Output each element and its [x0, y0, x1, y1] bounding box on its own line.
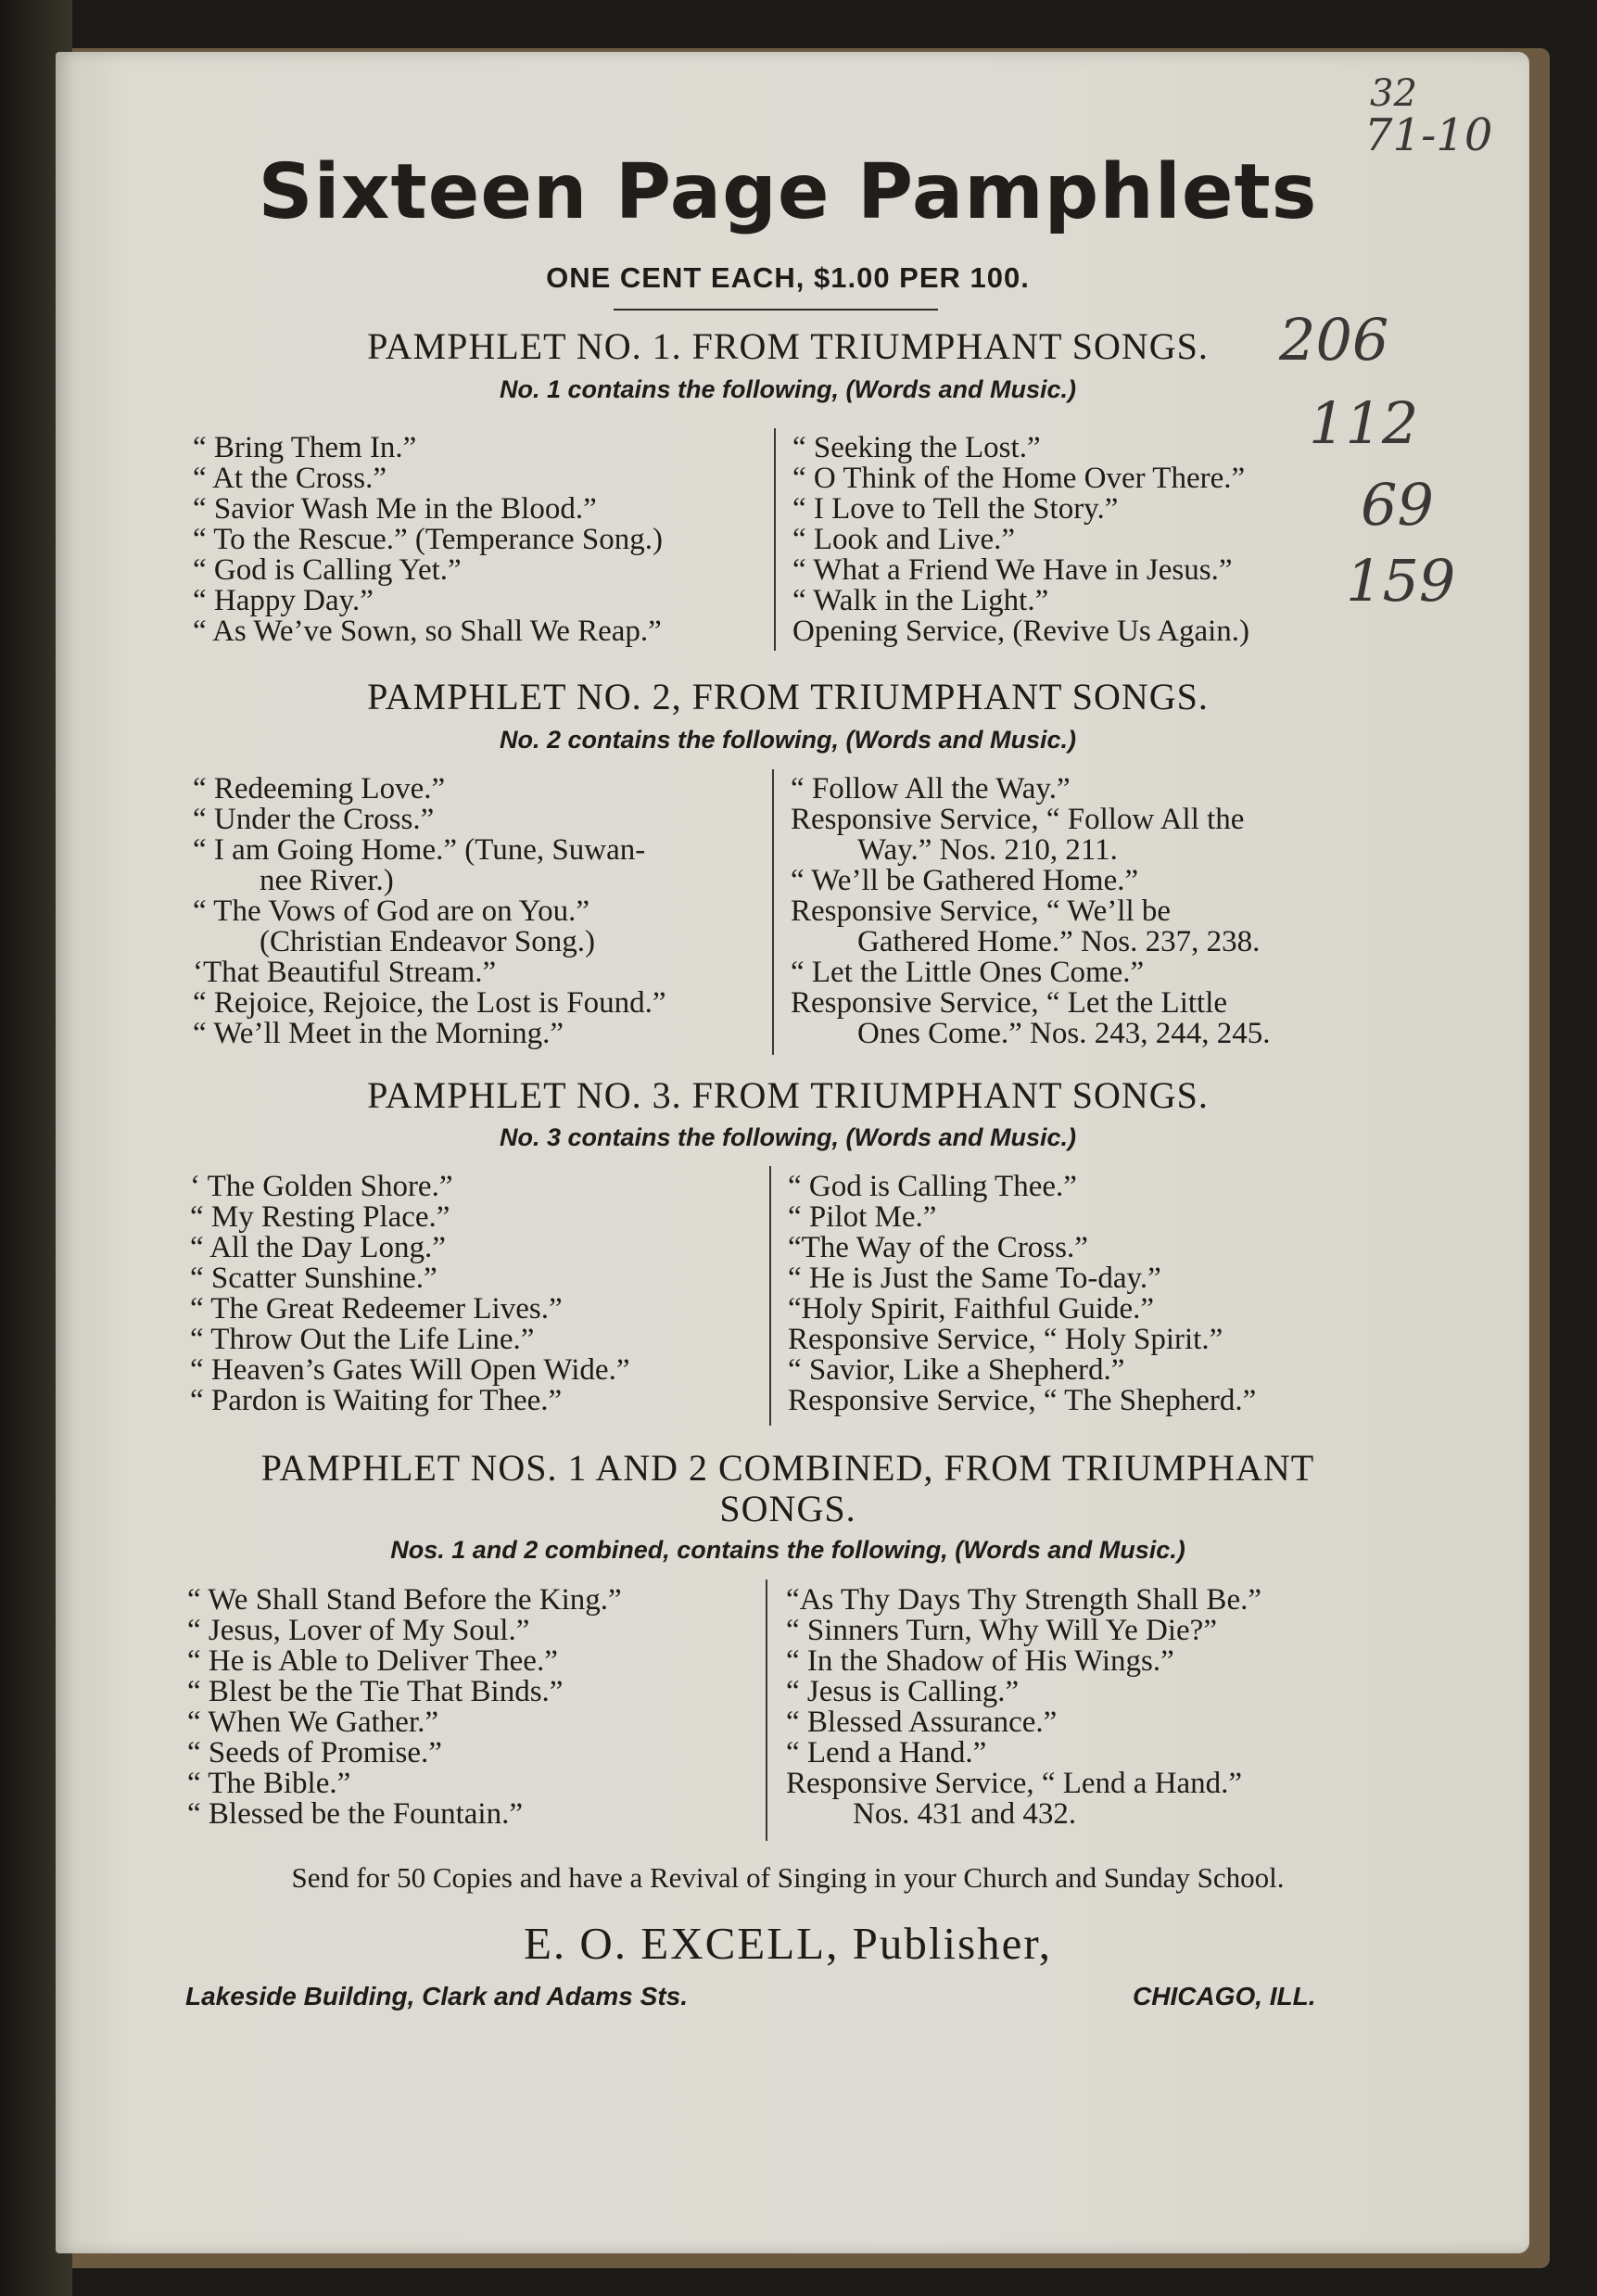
- title-rule: [614, 309, 938, 311]
- list-item: “Holy Spirit, Faithful Guide.”: [788, 1292, 1155, 1326]
- list-item: “ Under the Cross.”: [193, 803, 435, 836]
- handwritten-number: 112: [1309, 389, 1419, 457]
- handwritten-number: 69: [1361, 471, 1434, 539]
- price-subtitle: ONE CENT EACH, $1.00 PER 100.: [546, 261, 1030, 294]
- list-item: “ He is Just the Same To-day.”: [788, 1262, 1161, 1295]
- list-item: “ God is Calling Thee.”: [788, 1170, 1077, 1203]
- handwritten-corner-top: 32: [1370, 72, 1417, 115]
- section-3-heading: PAMPHLET NO. 3. FROM TRIUMPHANT SONGS.: [367, 1074, 1209, 1116]
- list-item: Nos. 431 and 432.: [853, 1797, 1077, 1831]
- list-item: Gathered Home.” Nos. 237, 238.: [857, 925, 1261, 958]
- section-4-subheading: Nos. 1 and 2 combined, contains the following, (Words and Music.): [390, 1536, 1185, 1564]
- list-item: Ones Come.” Nos. 243, 244, 245.: [857, 1017, 1271, 1050]
- list-item: “ When We Gather.”: [187, 1706, 439, 1739]
- list-item: “ Sinners Turn, Why Will Ye Die?”: [786, 1614, 1217, 1647]
- publisher-address: Lakeside Building, Clark and Adams Sts.: [185, 1982, 688, 2011]
- list-item: “ Blessed Assurance.”: [786, 1706, 1058, 1739]
- column-divider: [772, 769, 774, 1055]
- section-3-right-list: [788, 1172, 1256, 1416]
- section-4-right-list: [786, 1585, 1261, 1830]
- list-item: “ I am Going Home.” (Tune, Suwan-: [193, 833, 646, 867]
- list-item: Way.” Nos. 210, 211.: [857, 833, 1118, 867]
- list-item: “ Savior Wash Me in the Blood.”: [193, 492, 597, 526]
- list-item: “ Follow All the Way.”: [791, 772, 1071, 806]
- list-item: (Christian Endeavor Song.): [260, 925, 596, 958]
- handwritten-corner-bottom: 71-10: [1364, 109, 1493, 161]
- section-2-subheading: No. 2 contains the following, (Words and Music.): [499, 726, 1076, 754]
- list-item: “ All the Day Long.”: [190, 1231, 446, 1264]
- list-item: “ Pardon is Waiting for Thee.”: [190, 1384, 563, 1417]
- list-item: “ Redeeming Love.”: [193, 772, 446, 806]
- list-item: Responsive Service, “ Lend a Hand.”: [786, 1767, 1243, 1800]
- list-item: “ Let the Little Ones Come.”: [791, 956, 1145, 989]
- list-item: “The Way of the Cross.”: [788, 1231, 1088, 1264]
- list-item: “ O Think of the Home Over There.”: [792, 462, 1246, 495]
- list-item: “ Blest be the Tie That Binds.”: [187, 1675, 564, 1708]
- list-item: “ Scatter Sunshine.”: [190, 1262, 437, 1295]
- section-2-right-list: [791, 774, 1270, 1049]
- handwritten-number: 159: [1346, 547, 1456, 615]
- list-item: Responsive Service, “ Holy Spirit.”: [788, 1323, 1223, 1356]
- list-item: Responsive Service, “ We’ll be: [791, 894, 1172, 928]
- list-item: “ Heaven’s Gates Will Open Wide.”: [190, 1353, 630, 1387]
- column-divider: [774, 428, 776, 651]
- list-item: “ Blessed be the Fountain.”: [187, 1797, 524, 1831]
- list-item: “ Bring Them In.”: [193, 431, 417, 464]
- list-item: “ Seeds of Promise.”: [187, 1736, 442, 1770]
- list-item: “ Happy Day.”: [193, 584, 374, 617]
- page-title: Sixteen Page Pamphlets: [258, 148, 1318, 236]
- list-item: Responsive Service, “ Let the Little: [791, 986, 1228, 1020]
- list-item: “ Walk in the Light.”: [792, 584, 1049, 617]
- list-item: “ I Love to Tell the Story.”: [792, 492, 1119, 526]
- section-4-heading: PAMPHLET NOS. 1 AND 2 COMBINED, FROM TRIUMPHANT: [260, 1447, 1315, 1489]
- list-item: “ Pilot Me.”: [788, 1200, 937, 1234]
- section-2-left-list: [193, 774, 665, 1049]
- list-item: Responsive Service, “ The Shepherd.”: [788, 1384, 1257, 1417]
- column-divider: [766, 1579, 767, 1841]
- list-item: “ The Bible.”: [187, 1767, 351, 1800]
- column-divider: [769, 1166, 771, 1426]
- list-item: “ As We’ve Sown, so Shall We Reap.”: [193, 615, 662, 648]
- section-4-left-list: [187, 1585, 622, 1830]
- list-item: “ We Shall Stand Before the King.”: [187, 1583, 622, 1617]
- list-item: “ Seeking the Lost.”: [792, 431, 1041, 464]
- list-item: “ We’ll be Gathered Home.”: [791, 864, 1139, 897]
- section-1-heading: PAMPHLET NO. 1. FROM TRIUMPHANT SONGS.: [367, 325, 1209, 367]
- list-item: “ In the Shadow of His Wings.”: [786, 1644, 1174, 1678]
- section-1-subheading: No. 1 contains the following, (Words and Music.): [499, 375, 1076, 403]
- list-item: “ What a Friend We Have in Jesus.”: [792, 553, 1233, 587]
- section-3-left-list: [190, 1172, 629, 1416]
- list-item: “ We’ll Meet in the Morning.”: [193, 1017, 564, 1050]
- list-item: “ Jesus, Lover of My Soul.”: [187, 1614, 530, 1647]
- publisher-city: CHICAGO, ILL.: [1133, 1982, 1316, 2011]
- list-item: ‘That Beautiful Stream.”: [193, 956, 497, 989]
- list-item: “ Savior, Like a Shepherd.”: [788, 1353, 1125, 1387]
- list-item: “ He is Able to Deliver Thee.”: [187, 1644, 558, 1678]
- footer-note: Send for 50 Copies and have a Revival of Singing in your Church and Sunday School.: [291, 1861, 1285, 1894]
- section-3-subheading: No. 3 contains the following, (Words and Music.): [499, 1123, 1076, 1151]
- list-item: Opening Service, (Revive Us Again.): [792, 615, 1250, 648]
- section-1-left-list: [193, 433, 663, 647]
- list-item: “ Jesus is Calling.”: [786, 1675, 1020, 1708]
- list-item: Responsive Service, “ Follow All the: [791, 803, 1245, 836]
- list-item: “ The Great Redeemer Lives.”: [190, 1292, 563, 1326]
- section-4-heading-continued: SONGS.: [719, 1488, 856, 1529]
- list-item: “ The Vows of God are on You.”: [193, 894, 590, 928]
- list-item: “ At the Cross.”: [193, 462, 387, 495]
- list-item: “ God is Calling Yet.”: [193, 553, 462, 587]
- list-item: nee River.): [260, 864, 394, 897]
- list-item: “ Throw Out the Life Line.”: [190, 1323, 535, 1356]
- publisher-name: E. O. EXCELL, Publisher,: [523, 1918, 1052, 1969]
- section-2-heading: PAMPHLET NO. 2, FROM TRIUMPHANT SONGS.: [367, 676, 1209, 717]
- list-item: “ Look and Live.”: [792, 523, 1016, 556]
- list-item: “As Thy Days Thy Strength Shall Be.”: [786, 1583, 1261, 1617]
- handwritten-number: 206: [1279, 306, 1389, 374]
- section-1-right-list: [792, 433, 1249, 647]
- list-item: “ My Resting Place.”: [190, 1200, 450, 1234]
- list-item: ‘ The Golden Shore.”: [190, 1170, 453, 1203]
- list-item: “ To the Rescue.” (Temperance Song.): [193, 523, 663, 556]
- list-item: “ Lend a Hand.”: [786, 1736, 987, 1770]
- list-item: “ Rejoice, Rejoice, the Lost is Found.”: [193, 986, 666, 1020]
